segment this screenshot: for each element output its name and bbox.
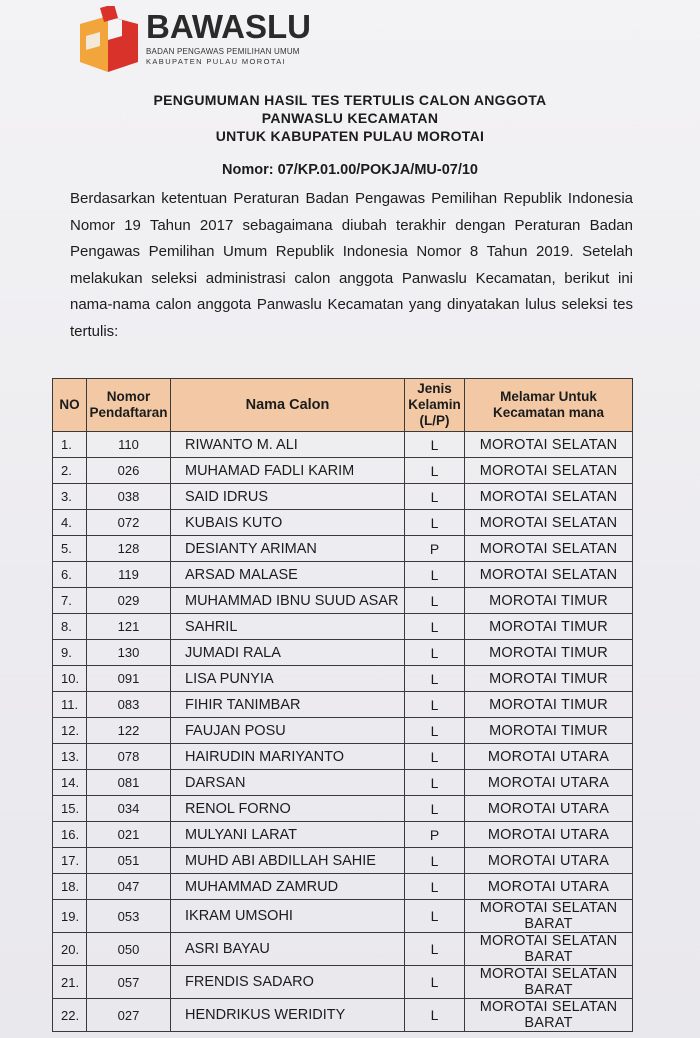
district: MOROTAI UTARA bbox=[465, 796, 633, 822]
row-number: 3. bbox=[53, 484, 87, 510]
gender: L bbox=[405, 562, 465, 588]
row-number: 16. bbox=[53, 822, 87, 848]
gender: L bbox=[405, 848, 465, 874]
candidate-name: LISA PUNYIA bbox=[171, 666, 405, 692]
district: MOROTAI SELATAN BARAT bbox=[465, 966, 633, 999]
row-number: 1. bbox=[53, 432, 87, 458]
district: MOROTAI UTARA bbox=[465, 744, 633, 770]
candidate-name: DARSAN bbox=[171, 770, 405, 796]
district: MOROTAI SELATAN bbox=[465, 536, 633, 562]
table-row bbox=[53, 510, 633, 536]
registration-number: 021 bbox=[87, 822, 171, 848]
row-number: 5. bbox=[53, 536, 87, 562]
title-line-2: PANWASLU KECAMATAN bbox=[261, 110, 439, 126]
row-number: 21. bbox=[53, 966, 87, 999]
gender: L bbox=[405, 874, 465, 900]
district: MOROTAI TIMUR bbox=[465, 614, 633, 640]
candidate-table bbox=[52, 378, 633, 1032]
table-row bbox=[53, 536, 633, 562]
candidate-name: SAID IDRUS bbox=[171, 484, 405, 510]
registration-number: 110 bbox=[87, 432, 171, 458]
candidate-name: ARSAD MALASE bbox=[171, 562, 405, 588]
bawaslu-emblem-icon bbox=[78, 6, 142, 76]
gender: L bbox=[405, 770, 465, 796]
registration-number: 121 bbox=[87, 614, 171, 640]
table-row bbox=[53, 744, 633, 770]
registration-number: 130 bbox=[87, 640, 171, 666]
table-row bbox=[53, 692, 633, 718]
candidate-name: KUBAIS KUTO bbox=[171, 510, 405, 536]
table-header-row bbox=[53, 379, 633, 432]
table-row bbox=[53, 999, 633, 1032]
row-number: 13. bbox=[53, 744, 87, 770]
district: MOROTAI SELATAN bbox=[465, 562, 633, 588]
candidate-name: MULYANI LARAT bbox=[171, 822, 405, 848]
candidate-name: MUHAMAD FADLI KARIM bbox=[171, 458, 405, 484]
registration-number: 026 bbox=[87, 458, 171, 484]
row-number: 10. bbox=[53, 666, 87, 692]
gender: L bbox=[405, 966, 465, 999]
table-row bbox=[53, 933, 633, 966]
district: MOROTAI TIMUR bbox=[465, 666, 633, 692]
registration-number: 122 bbox=[87, 718, 171, 744]
row-number: 22. bbox=[53, 999, 87, 1032]
district: MOROTAI UTARA bbox=[465, 874, 633, 900]
registration-number: 027 bbox=[87, 999, 171, 1032]
row-number: 20. bbox=[53, 933, 87, 966]
candidate-name: FAUJAN POSU bbox=[171, 718, 405, 744]
row-number: 9. bbox=[53, 640, 87, 666]
district: MOROTAI UTARA bbox=[465, 848, 633, 874]
candidate-name: RIWANTO M. ALI bbox=[171, 432, 405, 458]
bawaslu-logo bbox=[78, 6, 318, 76]
gender: L bbox=[405, 432, 465, 458]
table-row bbox=[53, 614, 633, 640]
district: MOROTAI UTARA bbox=[465, 770, 633, 796]
gender: L bbox=[405, 484, 465, 510]
gender: L bbox=[405, 933, 465, 966]
row-number: 7. bbox=[53, 588, 87, 614]
table-row bbox=[53, 796, 633, 822]
registration-number: 078 bbox=[87, 744, 171, 770]
row-number: 4. bbox=[53, 510, 87, 536]
table-row bbox=[53, 588, 633, 614]
title-line-1: PENGUMUMAN HASIL TES TERTULIS CALON ANGGOTA bbox=[153, 92, 547, 108]
table-row bbox=[53, 966, 633, 999]
district: MOROTAI SELATAN BARAT bbox=[465, 900, 633, 933]
document-number: Nomor: 07/KP.01.00/POKJA/MU-07/10 bbox=[221, 162, 478, 178]
gender: L bbox=[405, 510, 465, 536]
row-number: 18. bbox=[53, 874, 87, 900]
header-candidate-name: Nama Calon bbox=[171, 379, 405, 432]
gender: L bbox=[405, 614, 465, 640]
district: MOROTAI TIMUR bbox=[465, 692, 633, 718]
candidate-name: FRENDIS SADARO bbox=[171, 966, 405, 999]
table-row bbox=[53, 458, 633, 484]
district: MOROTAI UTARA bbox=[465, 822, 633, 848]
candidate-name: MUHAMMAD IBNU SUUD ASAR bbox=[171, 588, 405, 614]
registration-number: 091 bbox=[87, 666, 171, 692]
candidate-name: SAHRIL bbox=[171, 614, 405, 640]
table-row bbox=[53, 484, 633, 510]
gender: P bbox=[405, 536, 465, 562]
gender: P bbox=[405, 822, 465, 848]
candidate-name: ASRI BAYAU bbox=[171, 933, 405, 966]
registration-number: 034 bbox=[87, 796, 171, 822]
table-row bbox=[53, 874, 633, 900]
district: MOROTAI TIMUR bbox=[465, 718, 633, 744]
registration-number: 047 bbox=[87, 874, 171, 900]
row-number: 14. bbox=[53, 770, 87, 796]
header-gender: Jenis Kelamin (L/P) bbox=[405, 379, 465, 432]
registration-number: 128 bbox=[87, 536, 171, 562]
gender: L bbox=[405, 796, 465, 822]
table-row bbox=[53, 640, 633, 666]
candidate-name: IKRAM UMSOHI bbox=[171, 900, 405, 933]
gender: L bbox=[405, 640, 465, 666]
row-number: 11. bbox=[53, 692, 87, 718]
candidate-name: MUHD ABI ABDILLAH SAHIE bbox=[171, 848, 405, 874]
district: MOROTAI SELATAN bbox=[465, 432, 633, 458]
table-row bbox=[53, 900, 633, 933]
table-row bbox=[53, 432, 633, 458]
table-row bbox=[53, 822, 633, 848]
table-row bbox=[53, 666, 633, 692]
candidate-name: FIHIR TANIMBAR bbox=[171, 692, 405, 718]
row-number: 12. bbox=[53, 718, 87, 744]
gender: L bbox=[405, 900, 465, 933]
gender: L bbox=[405, 458, 465, 484]
registration-number: 051 bbox=[87, 848, 171, 874]
intro-paragraph: Berdasarkan ketentuan Peraturan Badan Pengawas Pemilihan Republik Indonesia Nomor 19 Tahun 2017 sebagaimana diubah terakhir dengan Peraturan Badan Pengawas Pemilihan Umum Republik Indonesia Nomor 8 Tahun 2019. Setelah melakukan seleksi administrasi calon anggota Panwaslu Kecamatan, berikut ini nama-nama calon anggota Panwaslu Kecamatan yang dinyatakan lulus seleksi tes tertulis: bbox=[70, 190, 633, 340]
row-number: 15. bbox=[53, 796, 87, 822]
registration-number: 053 bbox=[87, 900, 171, 933]
row-number: 19. bbox=[53, 900, 87, 933]
registration-number: 050 bbox=[87, 933, 171, 966]
registration-number: 029 bbox=[87, 588, 171, 614]
table-row bbox=[53, 562, 633, 588]
table-body bbox=[53, 432, 633, 1032]
row-number: 2. bbox=[53, 458, 87, 484]
district: MOROTAI SELATAN bbox=[465, 484, 633, 510]
logo-subtitle-1: BADAN PENGAWAS PEMILIHAN UMUM bbox=[146, 47, 300, 56]
registration-number: 057 bbox=[87, 966, 171, 999]
registration-number: 081 bbox=[87, 770, 171, 796]
logo-name: BAWASLU bbox=[146, 8, 311, 45]
district: MOROTAI SELATAN BARAT bbox=[465, 999, 633, 1032]
title-line-3: UNTUK KABUPATEN PULAU MOROTAI bbox=[215, 128, 485, 144]
district: MOROTAI SELATAN BARAT bbox=[465, 933, 633, 966]
gender: L bbox=[405, 666, 465, 692]
header-registration-number: Nomor Pendaftaran bbox=[87, 379, 171, 432]
candidate-name: HAIRUDIN MARIYANTO bbox=[171, 744, 405, 770]
district: MOROTAI SELATAN bbox=[465, 458, 633, 484]
gender: L bbox=[405, 718, 465, 744]
gender: L bbox=[405, 692, 465, 718]
candidate-name: HENDRIKUS WERIDITY bbox=[171, 999, 405, 1032]
district: MOROTAI TIMUR bbox=[465, 640, 633, 666]
district: MOROTAI SELATAN bbox=[465, 510, 633, 536]
registration-number: 083 bbox=[87, 692, 171, 718]
district: MOROTAI TIMUR bbox=[465, 588, 633, 614]
candidate-name: JUMADI RALA bbox=[171, 640, 405, 666]
candidate-name: DESIANTY ARIMAN bbox=[171, 536, 405, 562]
table-row bbox=[53, 770, 633, 796]
table-row bbox=[53, 848, 633, 874]
row-number: 17. bbox=[53, 848, 87, 874]
header-no: NO bbox=[53, 379, 87, 432]
registration-number: 072 bbox=[87, 510, 171, 536]
gender: L bbox=[405, 744, 465, 770]
candidate-name: MUHAMMAD ZAMRUD bbox=[171, 874, 405, 900]
gender: L bbox=[405, 999, 465, 1032]
logo-subtitle-2: KABUPATEN PULAU MOROTAI bbox=[146, 57, 287, 66]
candidate-name: RENOL FORNO bbox=[171, 796, 405, 822]
row-number: 8. bbox=[53, 614, 87, 640]
header-district: Melamar Untuk Kecamatan mana bbox=[465, 379, 633, 432]
registration-number: 119 bbox=[87, 562, 171, 588]
registration-number: 038 bbox=[87, 484, 171, 510]
gender: L bbox=[405, 588, 465, 614]
row-number: 6. bbox=[53, 562, 87, 588]
table-row bbox=[53, 718, 633, 744]
